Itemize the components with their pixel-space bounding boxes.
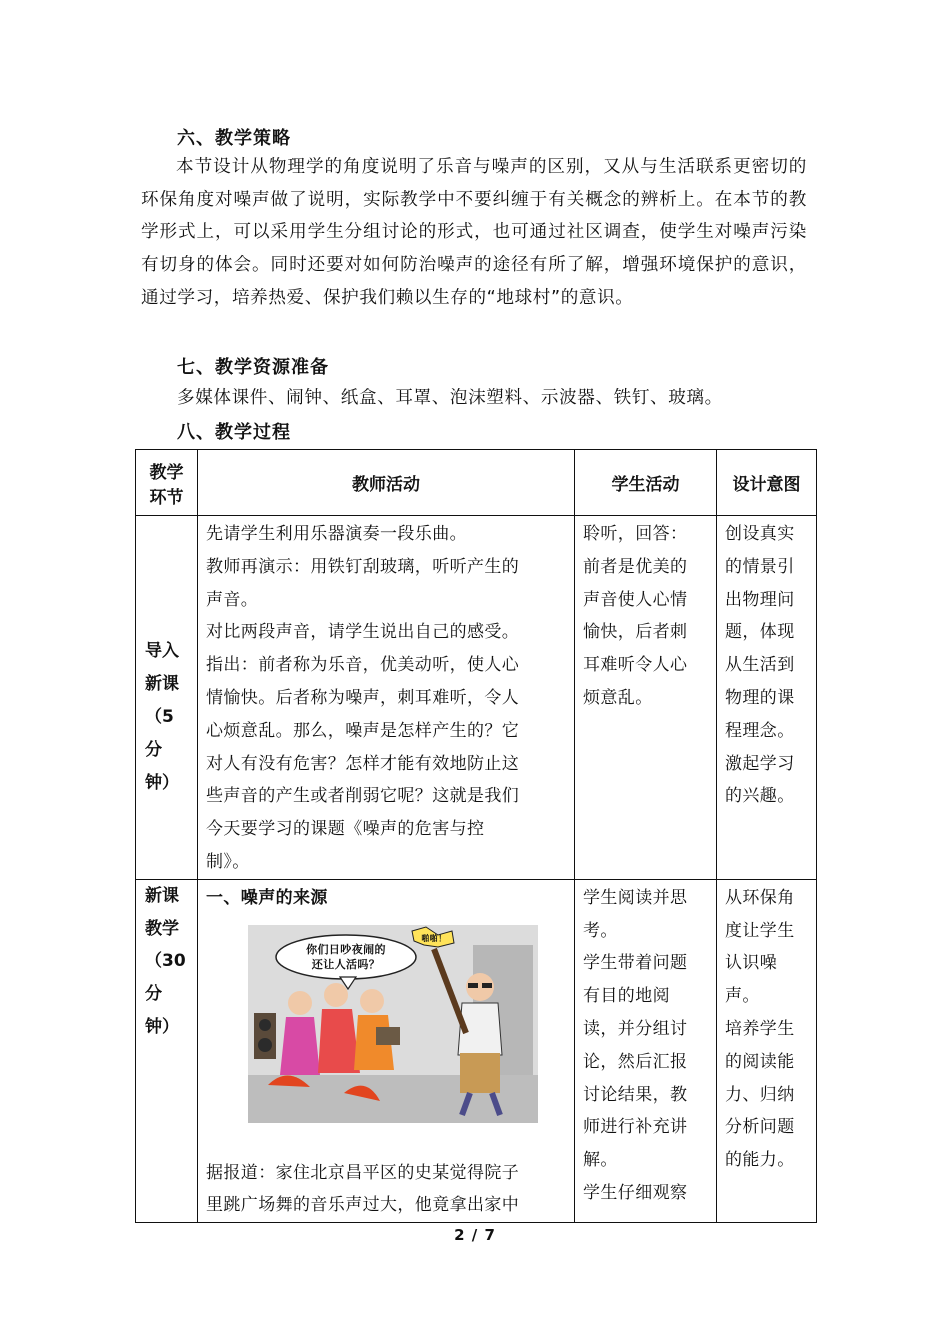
teacher-activity-new-lesson: 一、噪声的来源 你们日吵夜闹的 还让人活吗？ 啪啪！ 据报道：家住北京昌平区的史某觉得院子 里跳广场舞的音乐声过大，他竟拿出家中: [198, 879, 575, 1222]
noise-cartoon-illustration: [248, 925, 538, 1123]
table-row: [136, 516, 817, 880]
resources-paragraph: 多媒体课件、闹钟、纸盒、耳罩、泡沫塑料、示波器、铁钉、玻璃。: [177, 388, 723, 408]
teacher-activity-intro: 先请学生利用乐器演奏一段乐曲。 教师再演示：用铁钉刮玻璃，听听产生的 声音。 对比两段声音，请学生说出自己的感受。 指出：前者称为乐音，优美动听，使人心 情愉快。后者称为噪声，刺耳难听，令人 心烦意乱。那么，噪声是怎样产生的？它 对人有没有危害？怎样才能有效地防止这 些声音的产生或者削弱它呢？这就是我们 今天要学习的课题《噪声的危害与控 制》。: [198, 516, 575, 880]
svg-text:啪啪！: 啪啪！: [421, 933, 447, 943]
header-design-intent: 设计意图: [717, 450, 817, 516]
strategy-heading: 六、教学策略: [177, 128, 291, 149]
student-activity-new-lesson: 学生阅读并思 考。 学生带着问题 有目的地阅 读，并分组讨 论，然后汇报 讨论结果，教 师进行补充讲 解。 学生仔细观察: [575, 879, 717, 1222]
svg-text:还让人活吗？: 还让人活吗？: [311, 957, 381, 971]
header-student-activity: 学生活动: [575, 450, 717, 516]
svg-text:你们日吵夜闹的: 你们日吵夜闹的: [306, 942, 386, 956]
noise-source-title: 一、噪声的来源: [206, 887, 328, 908]
table-row: [136, 879, 817, 1222]
header-teacher-activity: 教师活动: [198, 450, 575, 516]
design-intent-intro: 创设真实 的情景引 出物理问 题，体现 从生活到 物理的课 程理念。 激起学习 的兴趣。: [717, 516, 817, 880]
page-number: 2 / 7: [454, 1226, 496, 1244]
header-stage: 教学 环节: [136, 450, 198, 516]
student-activity-intro: 聆听，回答： 前者是优美的 声音使人心情 愉快，后者刺 耳难听令人心 烦意乱。: [575, 516, 717, 880]
strategy-paragraph: 本节设计从物理学的角度说明了乐音与噪声的区别，又从与生活联系更密切的环保角度对噪声做了说明，实际教学中不要纠缠于有关概念的辨析上。在本节的教学形式上，可以采用学生分组讨论的形式，也可通过社区调查，使学生对噪声污染有切身的体会。同时还要对如何防治噪声的途径有所了解，增强环境保护的意识，通过学习，培养热爱、保护我们赖以生存的“地球村”的意识。: [141, 157, 807, 308]
process-heading: 八、教学过程: [177, 422, 291, 443]
stage-cell-intro: 导入 新课 （5 分 钟）: [136, 516, 198, 880]
teaching-process-table: [135, 449, 817, 1223]
stage-cell-new-lesson: 新课 教学 （30 分 钟）: [136, 879, 198, 1222]
resources-heading: 七、教学资源准备: [177, 357, 329, 378]
table-header-row: [136, 450, 817, 516]
design-intent-new-lesson: 从环保角 度让学生 认识噪 声。 培养学生 的阅读能 力、归纳 分析问题 的能力。: [717, 879, 817, 1222]
